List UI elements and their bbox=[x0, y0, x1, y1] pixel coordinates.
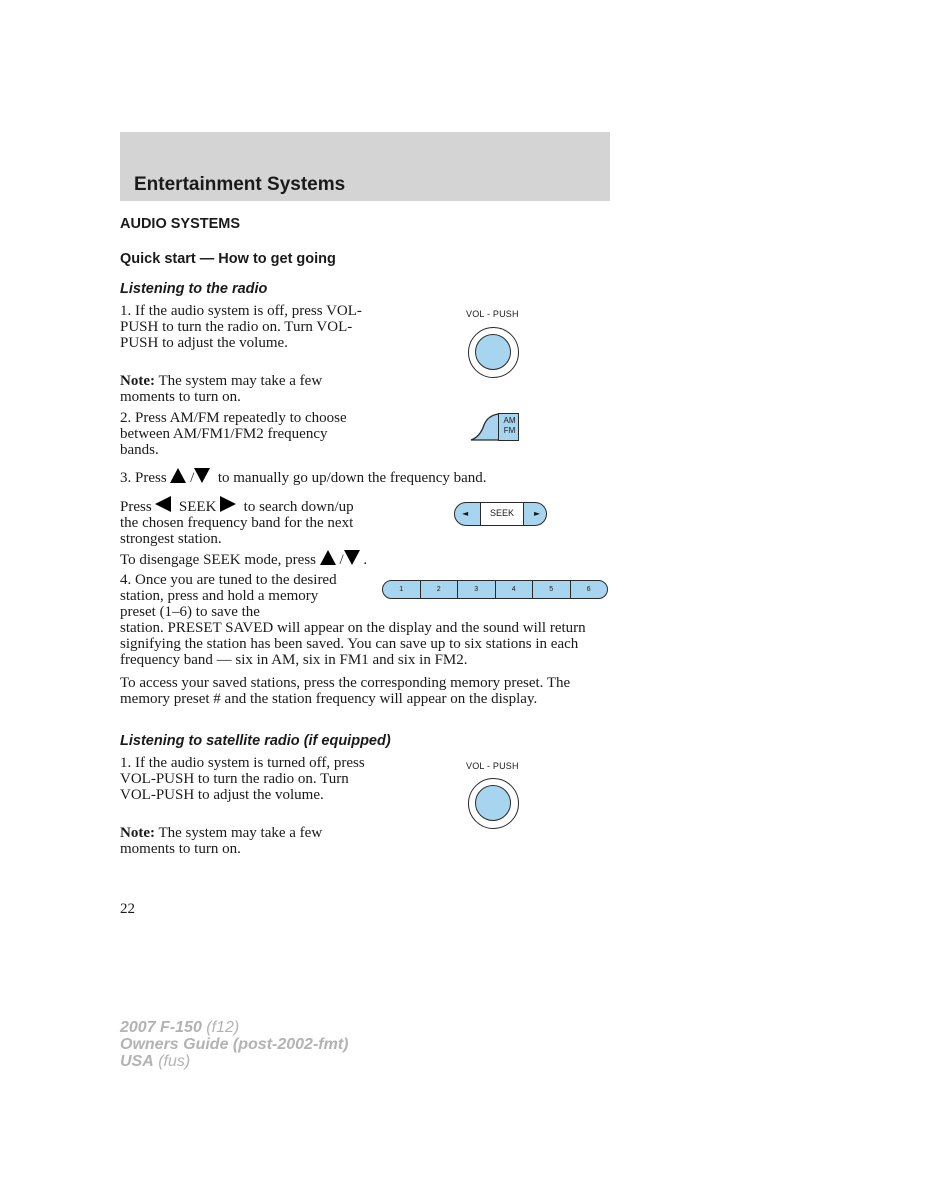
disengage-seek bbox=[120, 550, 367, 568]
radio-step-5: To access your saved stations, press the corresponding memory preset. The memory preset # and the station frequency will appear on the display. bbox=[120, 675, 571, 707]
note-label: Note: bbox=[120, 825, 155, 841]
footer-model: 2007 F-150 bbox=[120, 1019, 202, 1036]
vol-push-label-satellite: VOL - PUSH bbox=[466, 761, 519, 771]
heading-quick-start: Quick start — How to get going bbox=[120, 251, 336, 267]
seek-button[interactable] bbox=[454, 502, 547, 526]
note-text: The system may take a few moments to turn on. bbox=[120, 825, 323, 857]
seek-label: SEEK bbox=[489, 508, 514, 518]
vol-push-label: VOL - PUSH bbox=[466, 309, 519, 319]
radio-step-1: 1. If the audio system is off, press VOL-PUSH to turn the radio on. Turn VOL-PUSH to adjust the volume. bbox=[120, 303, 362, 351]
vol-push-knob[interactable] bbox=[468, 327, 519, 378]
seek-down-arrow-icon bbox=[155, 496, 171, 512]
down-arrow-icon bbox=[344, 550, 360, 565]
satellite-note bbox=[120, 825, 370, 857]
note-label: Note: bbox=[120, 373, 155, 389]
preset-button-4[interactable]: 4 bbox=[495, 581, 533, 598]
heading-listening-satellite: Listening to satellite radio (if equipped) bbox=[120, 733, 391, 749]
heading-listening-radio: Listening to the radio bbox=[120, 281, 268, 297]
step-3-sep: / bbox=[190, 470, 195, 486]
radio-step-4-start: 4. Once you are tuned to the desired station, press and hold a memory preset (1–6) to save the bbox=[120, 572, 337, 620]
note-text: The system may take a few moments to turn on. bbox=[120, 373, 323, 405]
seek-paragraph bbox=[120, 496, 370, 547]
page-number: 22 bbox=[120, 901, 135, 917]
amfm-label: AM FM bbox=[503, 416, 516, 435]
amfm-button[interactable] bbox=[498, 413, 519, 441]
vol-push-knob-center bbox=[475, 334, 511, 370]
footer-model-code: (f12) bbox=[201, 1019, 240, 1036]
footer-line-3 bbox=[120, 1053, 348, 1070]
footer-market: USA bbox=[120, 1053, 154, 1070]
radio-step-2: 2. Press AM/FM repeatedly to choose between AM/FM1/FM2 frequency bands. bbox=[120, 410, 347, 458]
seek-right-icon[interactable]: ► bbox=[534, 509, 541, 518]
seek-center bbox=[480, 503, 524, 525]
seek-up-arrow-icon bbox=[220, 496, 236, 512]
preset-button-6[interactable]: 6 bbox=[570, 581, 608, 598]
up-arrow-icon bbox=[170, 468, 186, 483]
preset-button-3[interactable]: 3 bbox=[457, 581, 495, 598]
down-arrow-icon bbox=[194, 468, 210, 483]
radio-note bbox=[120, 373, 370, 405]
seek-to-search: to search bbox=[243, 499, 298, 515]
seek-left-icon[interactable]: ◄ bbox=[462, 509, 469, 518]
footer-line-1 bbox=[120, 1019, 348, 1036]
amfm-button-shape bbox=[470, 413, 500, 442]
vol-push-knob-satellite[interactable] bbox=[468, 778, 519, 829]
up-arrow-icon bbox=[320, 550, 336, 565]
step-3-end: to manually go up/down the frequency band. bbox=[217, 470, 487, 486]
footer-guide: Owners Guide (post-2002-fmt) bbox=[120, 1036, 349, 1053]
preset-button-5[interactable]: 5 bbox=[532, 581, 570, 598]
radio-step-3 bbox=[120, 468, 487, 486]
seek-word: SEEK bbox=[178, 499, 217, 515]
document-footer bbox=[120, 1019, 348, 1070]
step-3-press: 3. Press bbox=[120, 470, 167, 486]
preset-button-1[interactable]: 1 bbox=[399, 586, 404, 593]
disengage-sep: / bbox=[339, 552, 344, 568]
heading-audio-systems: AUDIO SYSTEMS bbox=[120, 216, 241, 232]
seek-press: Press bbox=[120, 499, 152, 515]
seek-rest: down/up the chosen frequency band for the next strongest station. bbox=[120, 499, 354, 547]
footer-line-2 bbox=[120, 1036, 348, 1053]
satellite-step-1: 1. If the audio system is turned off, press VOL-PUSH to turn the radio on. Turn VOL-PUSH to adjust the volume. bbox=[120, 755, 365, 803]
footer-market-code: (fus) bbox=[153, 1053, 191, 1070]
disengage-end: . bbox=[363, 552, 368, 568]
radio-step-4-rest: station. PRESET SAVED will appear on the display and the sound will return signifying the station has been saved. You can save up to six stations in each frequency band — six in AM, six in FM1 and six in FM2. bbox=[120, 620, 586, 668]
memory-preset-bar bbox=[382, 580, 608, 599]
preset-button-2[interactable]: 2 bbox=[420, 581, 458, 598]
vol-push-knob-center bbox=[475, 785, 511, 821]
section-title: Entertainment Systems bbox=[134, 174, 346, 195]
disengage-start: To disengage SEEK mode, press bbox=[120, 552, 316, 568]
